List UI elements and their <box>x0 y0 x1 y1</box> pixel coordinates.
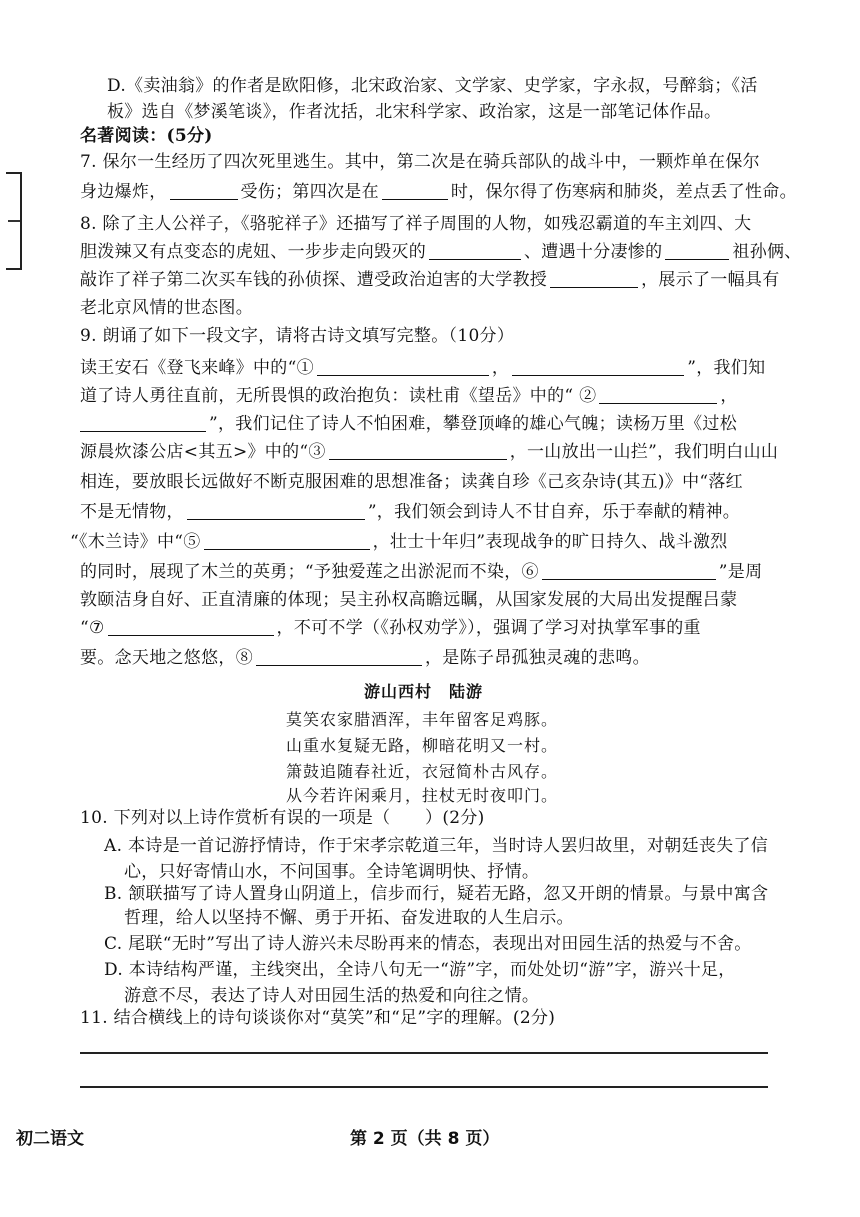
fill-blank[interactable] <box>599 385 717 404</box>
option-c-line1: C. 尾联“无时”写出了诗人游兴未尽盼再来的情态，表现出对田园生活的热爱与不舍。 <box>104 934 752 954</box>
question-9-line4 <box>80 440 778 464</box>
question-9-line1 <box>80 356 765 380</box>
poem-line: 从今若许闲乘月，拄杖无时夜叩门。 <box>286 786 559 805</box>
fill-blank[interactable] <box>550 269 638 288</box>
text-segment: 敲诈了祥子第二次买车钱的孙侦探、遭受政治迫害的大学教授 <box>80 270 548 290</box>
question-8-line4: 老北京风情的世态图。 <box>80 298 253 318</box>
option-d-line1: D.《卖油翁》的作者是欧阳修，北宋政治家、文学家、史学家，字永叔，号醉翁；《活 <box>107 76 758 96</box>
fill-blank[interactable] <box>542 561 716 580</box>
text-segment: ”，我们记住了诗人不怕困难，攀登顶峰的雄心气魄；读杨万里《过松 <box>209 414 737 434</box>
question-7-line2 <box>80 180 797 204</box>
fill-blank[interactable] <box>329 441 507 460</box>
question-11-title: 11. 结合横线上的诗句谈谈你对“莫笑”和“足”字的理解。(2分) <box>80 1008 556 1028</box>
answer-line[interactable] <box>80 1052 768 1054</box>
text-segment: 胆泼辣又有点变态的虎妞、一步步走向毁灭的 <box>80 242 426 262</box>
text-segment: 不是无情物， <box>80 502 184 522</box>
question-10-title: 10. 下列对以上诗作赏析有误的一项是（ ）(2分) <box>80 808 485 828</box>
text-segment: ，壮士十年归”表现战争的旷日持久、战斗激烈 <box>372 532 728 552</box>
fill-blank[interactable] <box>80 413 206 432</box>
text-segment: 要。念天地之悠悠，⑧ <box>80 648 253 668</box>
question-9-line10 <box>80 616 701 640</box>
question-9-line7 <box>70 530 728 554</box>
fill-blank[interactable] <box>204 531 370 550</box>
fill-blank[interactable] <box>256 647 422 666</box>
text-segment: 身边爆炸， <box>80 182 167 202</box>
question-9-line3 <box>80 412 737 436</box>
footer-subject: 初二语文 <box>16 1129 84 1149</box>
section-heading: 名著阅读：(5分) <box>80 126 213 146</box>
question-8-line1: 8. 除了主人公祥子，《骆驼祥子》还描写了祥子周围的人物，如残忍霸道的车主刘四、大 <box>80 214 752 234</box>
question-9-line2 <box>80 384 738 408</box>
option-a-line1: A. 本诗是一首记游抒情诗，作于宋孝宗乾道三年，当时诗人罢归故里，对朝廷丧失了信 <box>104 836 769 856</box>
question-9-title: 9. 朗诵了如下一段文字，请将古诗文填写完整。（10分） <box>80 326 515 346</box>
question-9-line8 <box>80 560 762 584</box>
text-segment: ，不可不学（《孙权劝学》），强调了学习对执掌军事的重 <box>276 618 701 638</box>
text-segment: 道了诗人勇往直前，无所畏惧的政治抱负：读杜甫《望岳》中的“ ② <box>80 386 597 406</box>
option-b-line1: B. 颔联描写了诗人置身山阴道上，信步而行，疑若无路，忽又开朗的情景。与景中寓含 <box>104 884 769 904</box>
poem-line: 山重水复疑无路，柳暗花明又一村。 <box>286 736 559 755</box>
answer-line[interactable] <box>80 1086 768 1088</box>
fill-blank[interactable] <box>317 357 489 376</box>
fill-blank[interactable] <box>382 181 448 200</box>
text-segment: ，一山放出一山拦”，我们明白山山 <box>509 442 779 462</box>
question-8-line2 <box>80 240 802 264</box>
text-segment: ”，我们领会到诗人不甘自弃，乐于奉献的精神。 <box>367 502 741 522</box>
fill-blank[interactable] <box>170 181 238 200</box>
text-segment: 源晨炊漆公店<其五>》中的“③ <box>80 442 326 462</box>
text-segment: ，是陈子昂孤独灵魂的悲鸣。 <box>425 648 650 668</box>
question-9-line5: 相连，要放眼长远做好不断克服困难的思想准备；读龚自珍《己亥杂诗(其五)》中“落红 <box>80 472 743 492</box>
fill-blank[interactable] <box>429 241 521 260</box>
fill-blank[interactable] <box>187 501 365 520</box>
text-segment: ，展示了一幅具有 <box>641 270 780 290</box>
margin-tick <box>8 220 20 222</box>
text-segment: “⑦ <box>80 618 105 638</box>
question-9-line6 <box>80 500 740 524</box>
text-segment: 的同时，展现了木兰的英勇；“予独爱莲之出淤泥而不染，⑥ <box>80 562 539 582</box>
text-segment: 读王安石《登飞来峰》中的“① <box>80 358 314 378</box>
text-segment: ， <box>491 358 510 378</box>
text-segment: 祖孙俩、 <box>732 242 802 262</box>
fill-blank[interactable] <box>512 357 684 376</box>
option-a-line2: 心，只好寄情山水，不问国事。全诗笔调明快、抒情。 <box>124 862 540 882</box>
poem-line: 箫鼓追随春社近，衣冠简朴古风存。 <box>286 762 559 781</box>
poem-title: 游山西村 陆游 <box>364 682 484 701</box>
fill-blank[interactable] <box>108 617 274 636</box>
option-d-line2: 板》选自《梦溪笔谈》，作者沈括，北宋科学家、政治家，这是一部笔记体作品。 <box>107 102 722 122</box>
option-d2-line2: 游意不尽，表达了诗人对田园生活的热爱和向往之情。 <box>124 986 540 1006</box>
option-d2-line1: D. 本诗结构严谨，主线突出，全诗八句无一“游”字，而处处切“游”字，游兴十足， <box>104 960 736 980</box>
option-b-line2: 哲理，给人以坚持不懈、勇于开拓、奋发进取的人生启示。 <box>124 908 574 928</box>
question-7-line1: 7. 保尔一生经历了四次死里逃生。其中，第二次是在骑兵部队的战斗中，一颗炸单在保尔 <box>80 152 760 172</box>
text-segment: 受伤；第四次是在 <box>240 182 379 202</box>
question-9-line11 <box>80 646 650 670</box>
text-segment: 、遭遇十分凄惨的 <box>524 242 663 262</box>
footer-page-number: 第 2 页（共 8 页） <box>350 1129 500 1149</box>
text-segment: ”是周 <box>718 562 763 582</box>
text-segment: “《木兰诗》中“⑤ <box>70 532 201 552</box>
fill-blank[interactable] <box>665 241 729 260</box>
text-segment: ”，我们知 <box>687 358 766 378</box>
text-segment: 时，保尔得了伤寒病和肺炎，差点丢了性命。 <box>450 182 797 202</box>
question-9-line9: 敦颐洁身自好、正直清廉的体现；吴主孙权高瞻远瞩，从国家发展的大局出发提醒吕蒙 <box>80 590 738 610</box>
question-8-line3 <box>80 268 780 292</box>
text-segment: ， <box>720 386 738 406</box>
poem-line: 莫笑农家腊酒浑，丰年留客足鸡豚。 <box>286 710 559 729</box>
